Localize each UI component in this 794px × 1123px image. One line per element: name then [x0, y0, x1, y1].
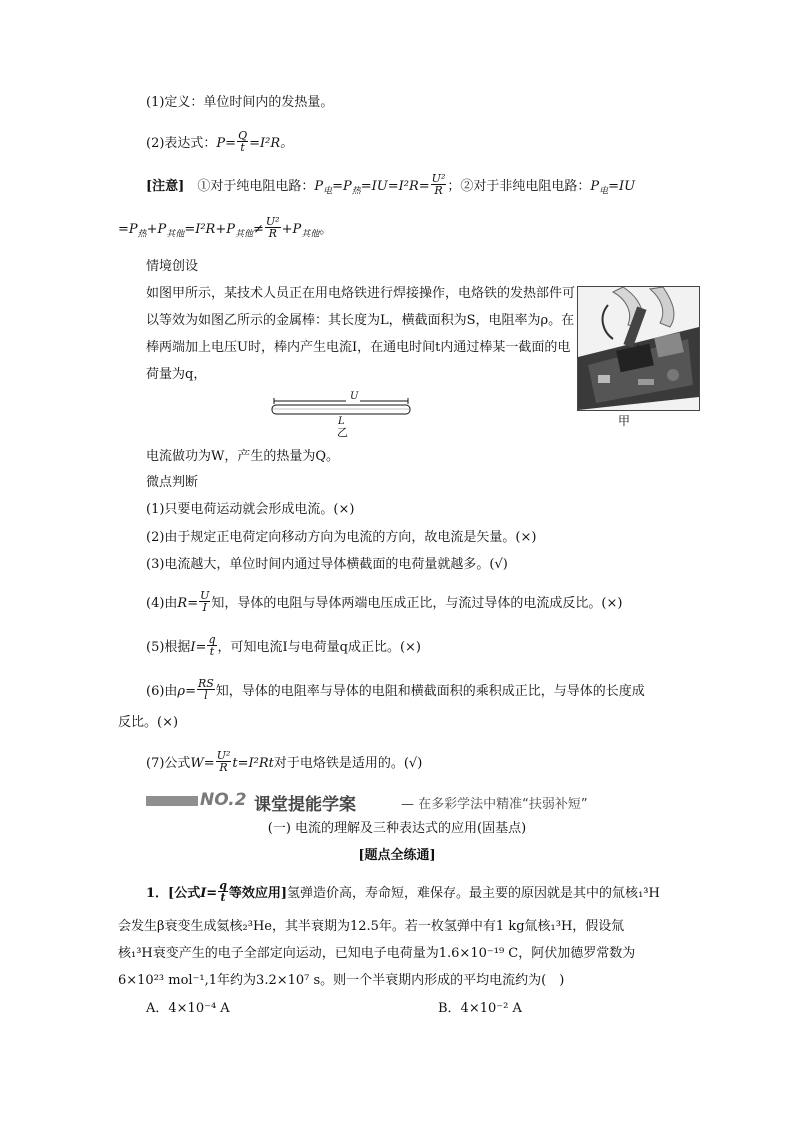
section-title: (一) 电流的理解及三种表达式的应用(固基点)	[267, 821, 527, 836]
rod-length-label: L	[338, 416, 345, 427]
expression-formula: P= $\frac{Q}{t}$ =I²R。	[216, 129, 294, 154]
judge-item-1: (1)只要电荷运动就会形成电流。(×)	[146, 502, 355, 517]
question-tag: [公式I= $\frac{q}{t}$ 等效应用]	[168, 879, 288, 904]
photo-caption: 甲	[618, 414, 631, 428]
option-b: B．4×10⁻² A	[438, 1001, 522, 1016]
judge-heading: 微点判断	[146, 475, 199, 490]
expression-line	[146, 129, 294, 155]
judge-item-5: (5)根据I= $\frac{q}{t}$ ，可知电流I与电荷量q成正比。(×)	[146, 633, 421, 658]
scenario-paragraph: 如图甲所示，某技术人员正在用电烙铁进行焊接操作，电烙铁的发热部件可以等效为如图乙所示的金属棒：其长度为L，横截面积为S，电阻率为ρ。在棒两端加上电压U时，棒内产生电流I，在通电时间t内通过棒某一截面的电荷量为q，	[146, 286, 576, 382]
judge-item-2: (2)由于规定正电荷定向移动方向为电流的方向，故电流是矢量。(×)	[146, 530, 537, 545]
question-line-3: 核₁³H衰变产生的电子全部定向运动，已知电子电荷量为1.6×10⁻¹⁹ C，阿伏加德罗常数为	[118, 946, 636, 961]
rod-diagram	[266, 392, 416, 440]
question-line-2: 会发生β衰变生成氦核₂³He，其半衰期为12.5年。若一枚氢弹中有1 kg氚核₁³H，假设氚	[118, 919, 625, 934]
soldering-photo-illustration	[578, 287, 699, 410]
banner-title: 课堂提能学案	[254, 795, 356, 815]
nonpure-resistance-formula: $=P_热+P_{其他}=I^2R+P_{其他}\ne$ $\frac{\text{U²}}{R}$ $+P_{其他}$	[118, 215, 320, 240]
banner-bar	[146, 796, 198, 806]
judge-item-7: (7)公式W= $\frac{\text{U²}}{R}$ t=I²Rt对于电烙铁是适用的。(√)	[146, 749, 423, 774]
note-label: [注意]	[146, 179, 185, 194]
option-a: A．4×10⁻⁴ A	[146, 1001, 230, 1016]
section-subtitle: [题点全练通]	[358, 848, 436, 863]
judge-item-4: (4)由R= $\frac{U}{I}$ 知，导体的电阻与导体两端电压成正比，与流过导体的电流成反比。(×)	[146, 589, 623, 614]
rod-voltage-label: U	[350, 391, 359, 402]
judge-item-6: (6)由ρ= $\frac{RS}{l}$ 知，导体的电阻率与导体的电阻和横截面积的乘积成正比，与导体的长度成	[146, 677, 645, 702]
banner-subtitle: — 在多彩学法中精准“扶弱补短”	[401, 797, 588, 812]
section-banner	[146, 790, 616, 814]
rod-caption: 乙	[337, 426, 348, 439]
pure-resistance-formula: $P_电=P_热=IU=I^2R=$ $\frac{\text{U²}}{R}$	[314, 172, 446, 197]
question-line-1: 1．[公式I= $\frac{q}{t}$ 等效应用]氢弹造价高，寿命短，难保存。最主要的原因就是其中的氚核₁³H	[146, 879, 660, 904]
soldering-photo	[577, 286, 700, 411]
scenario-conclusion: 电流做功为W，产生的热量为Q。	[146, 449, 340, 464]
note-line-1: [注意] ①对于纯电阻电路：$P_电=P_热=IU=I^2R=$ $\frac{\text{U²}}{R}$ ；②对于非纯电阻电路：$P_电=IU$	[146, 172, 636, 197]
judge-item-6-cont: 反比。(×)	[118, 715, 179, 730]
expression-label: (2)表达式：	[146, 136, 217, 151]
definition-line: (1)定义：单位时间内的发热量。	[146, 95, 334, 110]
question-line-4: 6×10²³ mol⁻¹,1年约为3.2×10⁷ s。则一个半衰期内形成的平均电流约为( )	[118, 973, 565, 988]
banner-number: NO.2	[200, 790, 247, 810]
note-line-2: $=P_热+P_{其他}=I^2R+P_{其他}\ne$ $\frac{\text{U²}}{R}$ $+P_{其他}$。	[118, 215, 333, 240]
scenario-heading: 情境创设	[146, 259, 199, 274]
judge-item-3: (3)电流越大，单位时间内通过导体横截面的电荷量就越多。(√)	[146, 557, 508, 572]
